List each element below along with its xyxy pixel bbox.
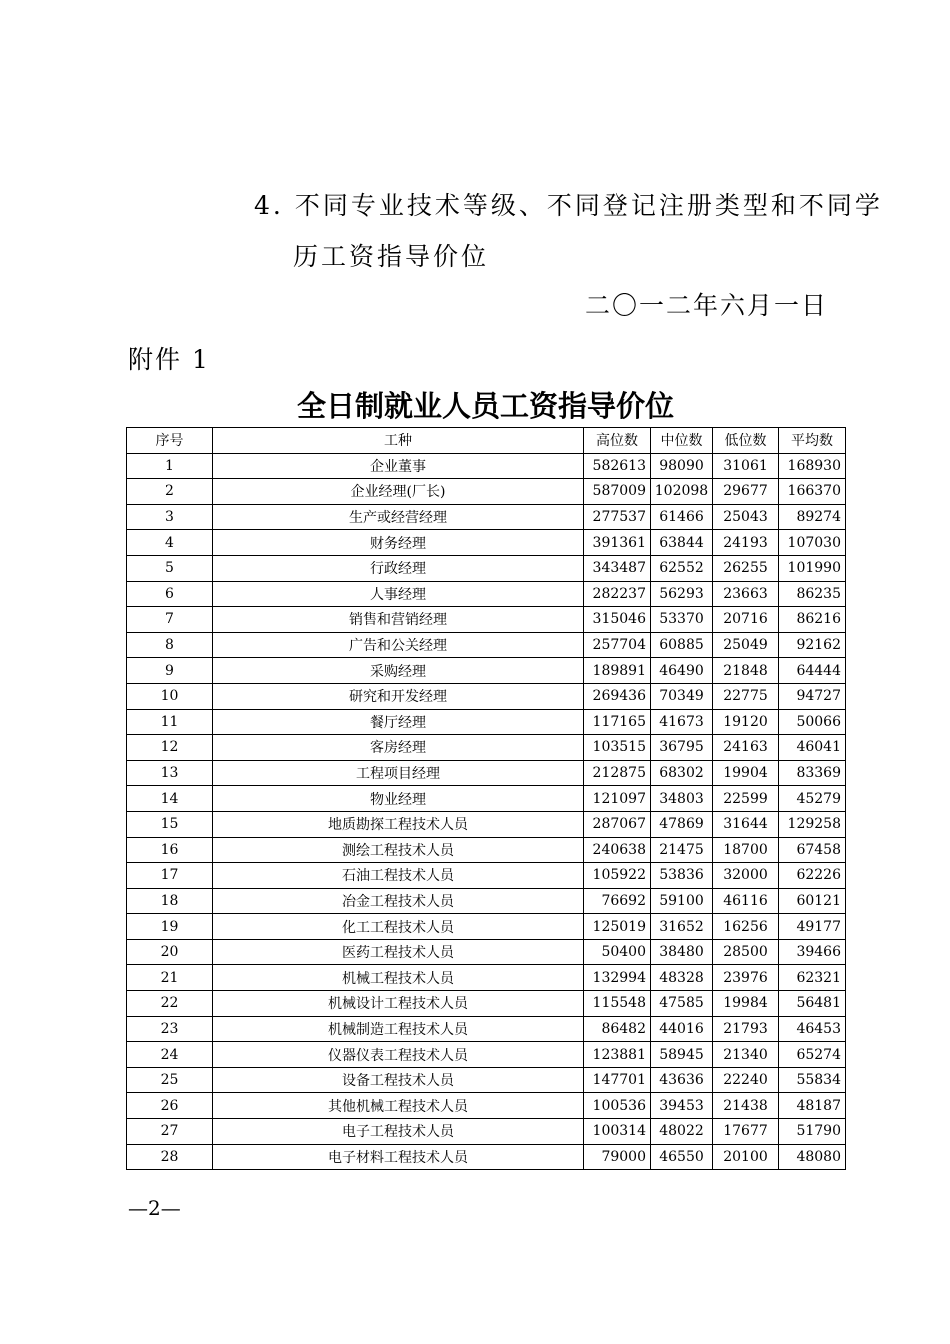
cell-high: 105922 [584, 863, 651, 889]
table-row [127, 1093, 846, 1119]
cell-median: 56293 [651, 581, 713, 607]
cell-average: 89274 [779, 504, 846, 530]
cell-median: 53836 [651, 863, 713, 889]
cell-high: 125019 [584, 914, 651, 940]
cell-index: 26 [127, 1093, 213, 1119]
cell-high: 277537 [584, 504, 651, 530]
cell-occupation: 冶金工程技术人员 [213, 888, 584, 914]
cell-low: 20100 [713, 1144, 779, 1170]
cell-index: 13 [127, 760, 213, 786]
cell-occupation: 其他机械工程技术人员 [213, 1093, 584, 1119]
cell-high: 76692 [584, 888, 651, 914]
cell-high: 103515 [584, 735, 651, 761]
table-row [127, 939, 846, 965]
cell-high: 50400 [584, 939, 651, 965]
cell-occupation: 医药工程技术人员 [213, 939, 584, 965]
cell-high: 282237 [584, 581, 651, 607]
cell-high: 115548 [584, 991, 651, 1017]
table-row [127, 863, 846, 889]
table-row [127, 530, 846, 556]
cell-average: 45279 [779, 786, 846, 812]
cell-median: 68302 [651, 760, 713, 786]
cell-median: 34803 [651, 786, 713, 812]
table-row [127, 581, 846, 607]
cell-median: 58945 [651, 1042, 713, 1068]
cell-high: 121097 [584, 786, 651, 812]
cell-occupation: 地质勘探工程技术人员 [213, 811, 584, 837]
cell-high: 269436 [584, 683, 651, 709]
cell-median: 21475 [651, 837, 713, 863]
header-low: 低位数 [713, 428, 779, 454]
cell-average: 51790 [779, 1119, 846, 1145]
cell-occupation: 人事经理 [213, 581, 584, 607]
cell-occupation: 电子材料工程技术人员 [213, 1144, 584, 1170]
cell-median: 61466 [651, 504, 713, 530]
table-row [127, 1144, 846, 1170]
cell-index: 20 [127, 939, 213, 965]
cell-median: 53370 [651, 607, 713, 633]
cell-low: 22775 [713, 683, 779, 709]
cell-index: 6 [127, 581, 213, 607]
table-row [127, 504, 846, 530]
cell-high: 100536 [584, 1093, 651, 1119]
cell-index: 7 [127, 607, 213, 633]
cell-median: 59100 [651, 888, 713, 914]
cell-low: 29677 [713, 479, 779, 505]
cell-high: 257704 [584, 632, 651, 658]
cell-occupation: 石油工程技术人员 [213, 863, 584, 889]
cell-index: 1 [127, 453, 213, 479]
cell-index: 17 [127, 863, 213, 889]
cell-high: 212875 [584, 760, 651, 786]
cell-median: 47869 [651, 811, 713, 837]
cell-median: 62552 [651, 555, 713, 581]
cell-average: 65274 [779, 1042, 846, 1068]
cell-low: 28500 [713, 939, 779, 965]
cell-average: 94727 [779, 683, 846, 709]
cell-high: 117165 [584, 709, 651, 735]
cell-high: 240638 [584, 837, 651, 863]
cell-low: 23976 [713, 965, 779, 991]
attachment-label: 附件 1 [128, 345, 210, 374]
cell-index: 22 [127, 991, 213, 1017]
cell-occupation: 测绘工程技术人员 [213, 837, 584, 863]
cell-median: 43636 [651, 1067, 713, 1093]
cell-average: 67458 [779, 837, 846, 863]
cell-average: 86235 [779, 581, 846, 607]
table-row [127, 735, 846, 761]
table-row [127, 1067, 846, 1093]
cell-occupation: 工程项目经理 [213, 760, 584, 786]
item-number: 4. [254, 191, 284, 220]
table-row [127, 760, 846, 786]
cell-index: 28 [127, 1144, 213, 1170]
cell-index: 2 [127, 479, 213, 505]
table-row [127, 607, 846, 633]
cell-low: 16256 [713, 914, 779, 940]
cell-median: 41673 [651, 709, 713, 735]
table-row [127, 1119, 846, 1145]
cell-low: 46116 [713, 888, 779, 914]
cell-occupation: 采购经理 [213, 658, 584, 684]
table-row [127, 709, 846, 735]
table-row [127, 1016, 846, 1042]
header-index: 序号 [127, 428, 213, 454]
cell-occupation: 机械制造工程技术人员 [213, 1016, 584, 1042]
cell-low: 26255 [713, 555, 779, 581]
cell-occupation: 机械工程技术人员 [213, 965, 584, 991]
document-date: 二〇一二年六月一日 [584, 291, 828, 320]
cell-occupation: 行政经理 [213, 555, 584, 581]
cell-median: 48328 [651, 965, 713, 991]
cell-index: 8 [127, 632, 213, 658]
cell-low: 19120 [713, 709, 779, 735]
cell-low: 24163 [713, 735, 779, 761]
table-row [127, 991, 846, 1017]
cell-average: 55834 [779, 1067, 846, 1093]
table-row [127, 479, 846, 505]
cell-index: 11 [127, 709, 213, 735]
cell-index: 16 [127, 837, 213, 863]
cell-median: 46550 [651, 1144, 713, 1170]
cell-high: 86482 [584, 1016, 651, 1042]
cell-occupation: 客房经理 [213, 735, 584, 761]
cell-low: 21793 [713, 1016, 779, 1042]
cell-low: 21848 [713, 658, 779, 684]
cell-occupation: 销售和营销经理 [213, 607, 584, 633]
table-body [127, 453, 846, 1170]
cell-average: 48187 [779, 1093, 846, 1119]
cell-median: 60885 [651, 632, 713, 658]
cell-low: 21340 [713, 1042, 779, 1068]
cell-index: 5 [127, 555, 213, 581]
cell-index: 10 [127, 683, 213, 709]
cell-index: 21 [127, 965, 213, 991]
cell-low: 20716 [713, 607, 779, 633]
cell-occupation: 化工工程技术人员 [213, 914, 584, 940]
header-occupation: 工种 [213, 428, 584, 454]
cell-high: 147701 [584, 1067, 651, 1093]
table-row [127, 683, 846, 709]
cell-average: 60121 [779, 888, 846, 914]
list-item-4 [254, 186, 883, 222]
table-header-row [127, 428, 846, 454]
cell-low: 32000 [713, 863, 779, 889]
cell-occupation: 仪器仪表工程技术人员 [213, 1042, 584, 1068]
cell-occupation: 财务经理 [213, 530, 584, 556]
cell-index: 18 [127, 888, 213, 914]
cell-median: 70349 [651, 683, 713, 709]
cell-low: 18700 [713, 837, 779, 863]
cell-high: 79000 [584, 1144, 651, 1170]
table-row [127, 888, 846, 914]
cell-occupation: 企业董事 [213, 453, 584, 479]
header-high: 高位数 [584, 428, 651, 454]
cell-low: 25043 [713, 504, 779, 530]
cell-median: 102098 [651, 479, 713, 505]
cell-index: 23 [127, 1016, 213, 1042]
cell-average: 129258 [779, 811, 846, 837]
cell-median: 36795 [651, 735, 713, 761]
cell-index: 9 [127, 658, 213, 684]
cell-average: 107030 [779, 530, 846, 556]
cell-median: 98090 [651, 453, 713, 479]
cell-average: 168930 [779, 453, 846, 479]
cell-high: 315046 [584, 607, 651, 633]
cell-average: 86216 [779, 607, 846, 633]
cell-high: 391361 [584, 530, 651, 556]
table-row [127, 837, 846, 863]
cell-index: 3 [127, 504, 213, 530]
cell-index: 25 [127, 1067, 213, 1093]
cell-average: 50066 [779, 709, 846, 735]
table-row [127, 1042, 846, 1068]
table-row [127, 453, 846, 479]
cell-high: 189891 [584, 658, 651, 684]
cell-high: 123881 [584, 1042, 651, 1068]
cell-occupation: 物业经理 [213, 786, 584, 812]
cell-high: 132994 [584, 965, 651, 991]
cell-median: 48022 [651, 1119, 713, 1145]
cell-average: 46041 [779, 735, 846, 761]
cell-high: 343487 [584, 555, 651, 581]
cell-average: 48080 [779, 1144, 846, 1170]
cell-index: 15 [127, 811, 213, 837]
cell-average: 101990 [779, 555, 846, 581]
cell-low: 24193 [713, 530, 779, 556]
cell-occupation: 广告和公关经理 [213, 632, 584, 658]
item-text-line2: 历工资指导价位 [293, 242, 490, 271]
cell-average: 83369 [779, 760, 846, 786]
cell-occupation: 餐厅经理 [213, 709, 584, 735]
table-row [127, 786, 846, 812]
item-text-line1: 不同专业技术等级、不同登记注册类型和不同学 [294, 191, 883, 220]
cell-average: 56481 [779, 991, 846, 1017]
cell-median: 31652 [651, 914, 713, 940]
page-number: —2— [128, 1196, 181, 1220]
cell-index: 12 [127, 735, 213, 761]
cell-index: 24 [127, 1042, 213, 1068]
cell-occupation: 企业经理(厂长) [213, 479, 584, 505]
cell-average: 62226 [779, 863, 846, 889]
cell-index: 27 [127, 1119, 213, 1145]
cell-median: 46490 [651, 658, 713, 684]
cell-low: 19984 [713, 991, 779, 1017]
cell-average: 64444 [779, 658, 846, 684]
cell-low: 31061 [713, 453, 779, 479]
cell-low: 19904 [713, 760, 779, 786]
cell-occupation: 生产或经营经理 [213, 504, 584, 530]
header-average: 平均数 [779, 428, 846, 454]
cell-low: 21438 [713, 1093, 779, 1119]
cell-index: 14 [127, 786, 213, 812]
cell-high: 287067 [584, 811, 651, 837]
cell-median: 39453 [651, 1093, 713, 1119]
cell-low: 31644 [713, 811, 779, 837]
cell-average: 39466 [779, 939, 846, 965]
cell-average: 166370 [779, 479, 846, 505]
table-row [127, 811, 846, 837]
table-row [127, 632, 846, 658]
cell-low: 25049 [713, 632, 779, 658]
wage-table [126, 427, 846, 1170]
cell-low: 23663 [713, 581, 779, 607]
cell-median: 44016 [651, 1016, 713, 1042]
cell-high: 587009 [584, 479, 651, 505]
cell-median: 38480 [651, 939, 713, 965]
cell-median: 63844 [651, 530, 713, 556]
cell-index: 19 [127, 914, 213, 940]
table-title: 全日制就业人员工资指导价位 [296, 389, 674, 423]
header-median: 中位数 [651, 428, 713, 454]
cell-index: 4 [127, 530, 213, 556]
table-row [127, 555, 846, 581]
cell-low: 17677 [713, 1119, 779, 1145]
table-row [127, 965, 846, 991]
cell-occupation: 研究和开发经理 [213, 683, 584, 709]
cell-average: 92162 [779, 632, 846, 658]
cell-occupation: 电子工程技术人员 [213, 1119, 584, 1145]
cell-high: 582613 [584, 453, 651, 479]
cell-median: 47585 [651, 991, 713, 1017]
cell-low: 22240 [713, 1067, 779, 1093]
cell-high: 100314 [584, 1119, 651, 1145]
cell-occupation: 机械设计工程技术人员 [213, 991, 584, 1017]
table-row [127, 658, 846, 684]
cell-average: 49177 [779, 914, 846, 940]
table-row [127, 914, 846, 940]
cell-low: 22599 [713, 786, 779, 812]
cell-average: 62321 [779, 965, 846, 991]
cell-average: 46453 [779, 1016, 846, 1042]
cell-occupation: 设备工程技术人员 [213, 1067, 584, 1093]
